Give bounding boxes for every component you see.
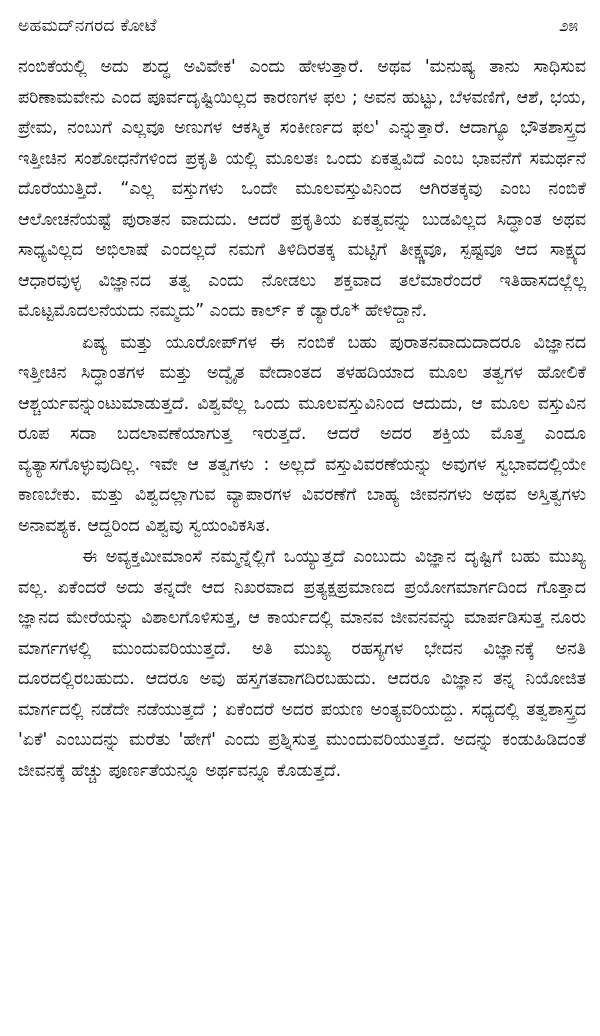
paragraph: ನಂಬಿಕೆಯಲ್ಲಿ ಅದು ಶುದ್ಧ ಅವಿವೇಕ' ಎಂದು ಹೇಳುತ್ತಾರೆ. ಅಥವ 'ಮನುಷ್ಯ ತಾನು ಸಾಧಿಸುವ ಪರಿಣಾಮವೇನು ಎಂದ ಪೂರ್ವದೃಷ್ಟಿಯಿಲ್ಲದ ಕಾರಣಗಳ ಫಲ ; ಅವನ ಹುಟ್ಟು, ಬೆಳವಣಿಗೆ, ಆಶೆ, ಭಯ, ಪ್ರೇಮ, ನಂಬುಗೆ ಎಲ್ಲವೂ ಅಣುಗಳ ಆಕಸ್ಮಿಕ ಸಂಕೀರ್ಣದ ಫಲ' ಎನ್ನುತ್ತಾರೆ. ಆದಾಗ್ಯೂ ಭೌತಶಾಸ್ತ್ರದ ಇತ್ತೀಚಿನ ಸಂಶೋಧನೆಗಳಿಂದ ಪ್ರಕೃತಿ ಯಲ್ಲಿ ಮೂಲತಃ ಒಂದು ಏಕತ್ವವಿದೆ ಎಂಬ ಭಾವನೆಗೆ ಸಮರ್ಥನೆ ದೊರೆಯುತ್ತಿದೆ. “ಎಲ್ಲ ವಸ್ತುಗಳು ಒಂದೇ ಮೂಲವಸ್ತುವಿನಿಂದ ಆಗಿರತಕ್ಕವು ಎಂಬ ನಂಬಿಕೆ ಆಲೋಚನೆಯಷ್ಟೆ ಪುರಾತನ ವಾದುದು. ಆದರೆ ಪ್ರಕೃತಿಯ ಏಕತ್ವವನ್ನು ಬುಡವಿಲ್ಲದ ಸಿದ್ಧಾಂತ ಅಥವ ಸಾಧ್ಯವಿಲ್ಲದ ಅಭಿಲಾಷೆ ಎಂದಲ್ಲದೆ ನಮಗೆ ತಿಳಿದಿರತಕ್ಕ ಮಟ್ಟಿಗೆ ತೀಕ್ಷ್ಣವೂ, ಸ್ಪಷ್ಟವೂ ಆದ ಸಾಕ್ಷ್ಯದ ಆಧಾರವುಳ್ಳ ವಿಜ್ಞಾನದ ತತ್ವ ಎಂದು ನೋಡಲು ಶಕ್ತವಾದ ತಲೆಮಾರೆಂದರೆ ಇತಿಹಾಸದಲ್ಲೆಲ್ಲ ಮೊಟ್ಟಮೊದಲನೆಯದು ನಮ್ಮದು” ಎಂದು ಕಾರ್ಲ್ ಕೆ ಡ್ಯಾರೊ* ಹೇಳಿದ್ದಾನೆ. [18, 57, 586, 321]
running-title: ಅಹಮದ್‌ನಗರದ ಕೋಟೆ [18, 16, 157, 36]
body-text [18, 52, 586, 786]
paragraph: ಏಷ್ಯ ಮತ್ತು ಯೂರೋಪ್‌ಗಳ ಈ ನಂಬಿಕೆ ಬಹು ಪುರಾತನವಾದುದಾದರೂ ವಿಜ್ಞಾನದ ಇತ್ತೀಚಿನ ಸಿದ್ಧಾಂತಗಳ ಮತ್ತು ಅದ್ವೈತ ವೇದಾಂತದ ತಳಹದಿಯಾದ ಮೂಲ ತತ್ವಗಳ ಹೋಲಿಕೆ ಆಶ್ಚರ್ಯವನ್ನುಂಟುಮಾಡುತ್ತದೆ. ವಿಶ್ವವೆಲ್ಲ ಒಂದು ಮೂಲವಸ್ತುವಿನಿಂದ ಆದುದು, ಆ ಮೂಲ ವಸ್ತುವಿನ ರೂಪ ಸದಾ ಬದಲಾವಣೆಯಾಗುತ್ತ ಇರುತ್ತದೆ. ಆದರೆ ಅದರ ಶಕ್ತಿಯ ಮೊತ್ತ ಎಂದೂ ವ್ಯತ್ಯಾಸಗೊಳ್ಳುವುದಿಲ್ಲ. ಇವೇ ಆ ತತ್ವಗಳು : ಅಲ್ಲದೆ ವಸ್ತುವಿವರಣೆಯನ್ನು ಅವುಗಳ ಸ್ವಭಾವದಲ್ಲಿಯೇ ಕಾಣಬೇಕು. ಮತ್ತು ವಿಶ್ವದಲ್ಲಾಗುವ ವ್ಯಾಪಾರಗಳ ವಿವರಣೆಗೆ ಬಾಹ್ಯ ಜೀವನಗಳು ಅಥವ ಅಸ್ತಿತ್ವಗಳು ಅನಾವಶ್ಯಕ. ಆದ್ದರಿಂದ ವಿಶ್ವವು ಸ್ವಯಂವಿಕಸಿತ. [18, 332, 586, 536]
paragraph: ಈ ಅವ್ಯಕ್ತಮೀಮಾಂಸೆ ನಮ್ಮನ್ನೆಲ್ಲಿಗೆ ಒಯ್ಯುತ್ತದೆ ಎಂಬುದು ವಿಜ್ಞಾನ ದೃಷ್ಟಿಗೆ ಬಹು ಮುಖ್ಯ ವಲ್ಲ. ಏಕೆಂದರೆ ಅದು ತನ್ನದೇ ಆದ ನಿಖರವಾದ ಪ್ರತ್ಯಕ್ಷಪ್ರಮಾಣದ ಪ್ರಯೋಗಮಾರ್ಗದಿಂದ ಗೊತ್ತಾದ ಜ್ಞಾನದ ಮೇರೆಯನ್ನು ವಿಶಾಲಗೊಳಿಸುತ್ತ, ಆ ಕಾರ್ಯದಲ್ಲಿ ಮಾನವ ಜೀವನವನ್ನು ಮಾರ್ಪಡಿಸುತ್ತ ನೂರು ಮಾರ್ಗಗಳಲ್ಲಿ ಮುಂದುವರಿಯುತ್ತದೆ. ಅತಿ ಮುಖ್ಯ ರಹಸ್ಯಗಳ ಭೇದನ ವಿಜ್ಞಾನಕ್ಕೆ ಅನತಿ ದೂರದಲ್ಲಿರಬಹುದು. ಆದರೂ ಅವು ಹಸ್ತಗತವಾಗದಿರಬಹುದು. ಆದರೂ ವಿಜ್ಞಾನ ತನ್ನ ನಿಯೋಜಿತ ಮಾರ್ಗದಲ್ಲಿ ನಡೆದೇ ನಡೆಯುತ್ತದೆ ; ಏಕೆಂದರೆ ಅದರ ಪಯಣ ಅಂತ್ಯವರಿಯದ್ದು. ಸಧ್ಯದಲ್ಲಿ ತತ್ವಶಾಸ್ತ್ರದ 'ಏಕೆ' ಎಂಬುದನ್ನು ಮರೆತು 'ಹೇಗೆ' ಎಂದು ಪ್ರಶ್ನಿಸುತ್ತ ಮುಂದುವರಿಯುತ್ತದೆ. ಅದನ್ನು ಕಂಡುಹಿಡಿದಂತೆ ಜೀವನಕ್ಕೆ ಹೆಚ್ಚು ಪೂರ್ಣತೆಯನ್ನೂ ಅರ್ಥವನ್ನೂ ಕೊಡುತ್ತದೆ. [18, 547, 586, 781]
page-number: ೨೫ [558, 16, 578, 36]
page-header [18, 10, 578, 44]
